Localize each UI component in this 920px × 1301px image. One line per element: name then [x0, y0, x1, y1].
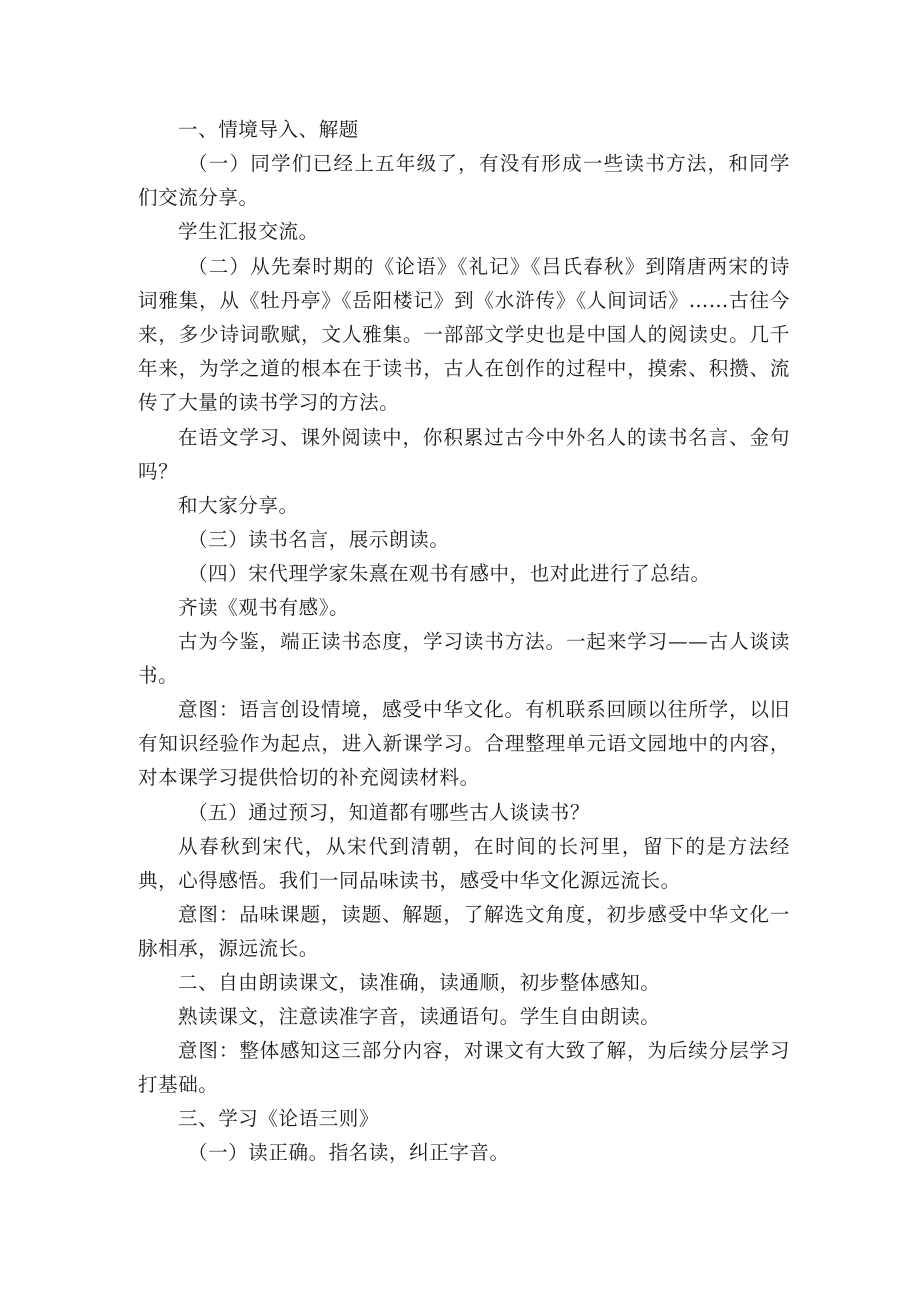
paragraph-intent-2: 意图：品味课题，读题、解题，了解选文角度，初步感受中华文化一脉相承，源远流长。: [138, 903, 790, 960]
paragraph-intro-lesson: 古为今鉴，端正读书态度，学习读书方法。一起来学习——古人谈读书。: [138, 630, 790, 687]
paragraph-intent-1: 意图：语言创设情境，感受中华文化。有机联系回顾以往所学，以旧有知识经验作为起点，进入新课学习。合理整理单元语文园地中的内容，对本课学习提供恰切的补充阅读材料。: [138, 698, 790, 789]
paragraph-step-5: （五）通过预习，知道都有哪些古人谈读书？: [188, 801, 591, 824]
paragraph-step-3: （三）读书名言，展示朗读。: [188, 528, 450, 551]
section-heading-3: 三、学习《论语三则》: [178, 1107, 380, 1130]
section-heading-2: 二、自由朗读课文，读准确，读通顺，初步整体感知。: [178, 971, 661, 994]
paragraph-intent-3: 意图：整体感知这三部分内容，对课文有大致了解，为后续分层学习打基础。: [138, 1039, 790, 1096]
paragraph-question: 在语文学习、课外阅读中，你积累过古今中外名人的读书名言、金句吗？: [138, 426, 790, 483]
paragraph-read-together: 齐读《观书有感》。: [178, 596, 350, 619]
paragraph-read-aloud: 熟读课文，注意读准字音，读通语句。学生自由朗读。: [178, 1005, 661, 1028]
paragraph-step-4: （四）宋代理学家朱熹在观书有感中，也对此进行了总结。: [188, 562, 711, 585]
paragraph-student-report: 学生汇报交流。: [178, 220, 319, 243]
paragraph-share: 和大家分享。: [178, 494, 299, 517]
paragraph-step-2: （二）从先秦时期的《论语》《礼记》《吕氏春秋》到隋唐两宋的诗词雅集，从《牡丹亭》《岳阳楼记》到《水浒传》《人间词话》……古往今来，多少诗词歌赋，文人雅集。一部部文学史也是中国人的阅读史。几千年来，为学之道的根本在于读书，古人在创作的过程中，摸索、积攒、流传了大量的读书学习的方法。: [138, 255, 790, 414]
section-heading-1: 一、情境导入、解题: [178, 118, 359, 141]
paragraph-step-1: （一）同学们已经上五年级了，有没有形成一些读书方法，和同学们交流分享。: [138, 152, 790, 209]
paragraph-history: 从春秋到宋代，从宋代到清朝，在时间的长河里，留下的是方法经典，心得感悟。我们一同品味读书，感受中华文化源远流长。: [138, 835, 790, 892]
paragraph-step-read-correctly: （一）读正确。指名读，纠正字音。: [188, 1141, 510, 1164]
